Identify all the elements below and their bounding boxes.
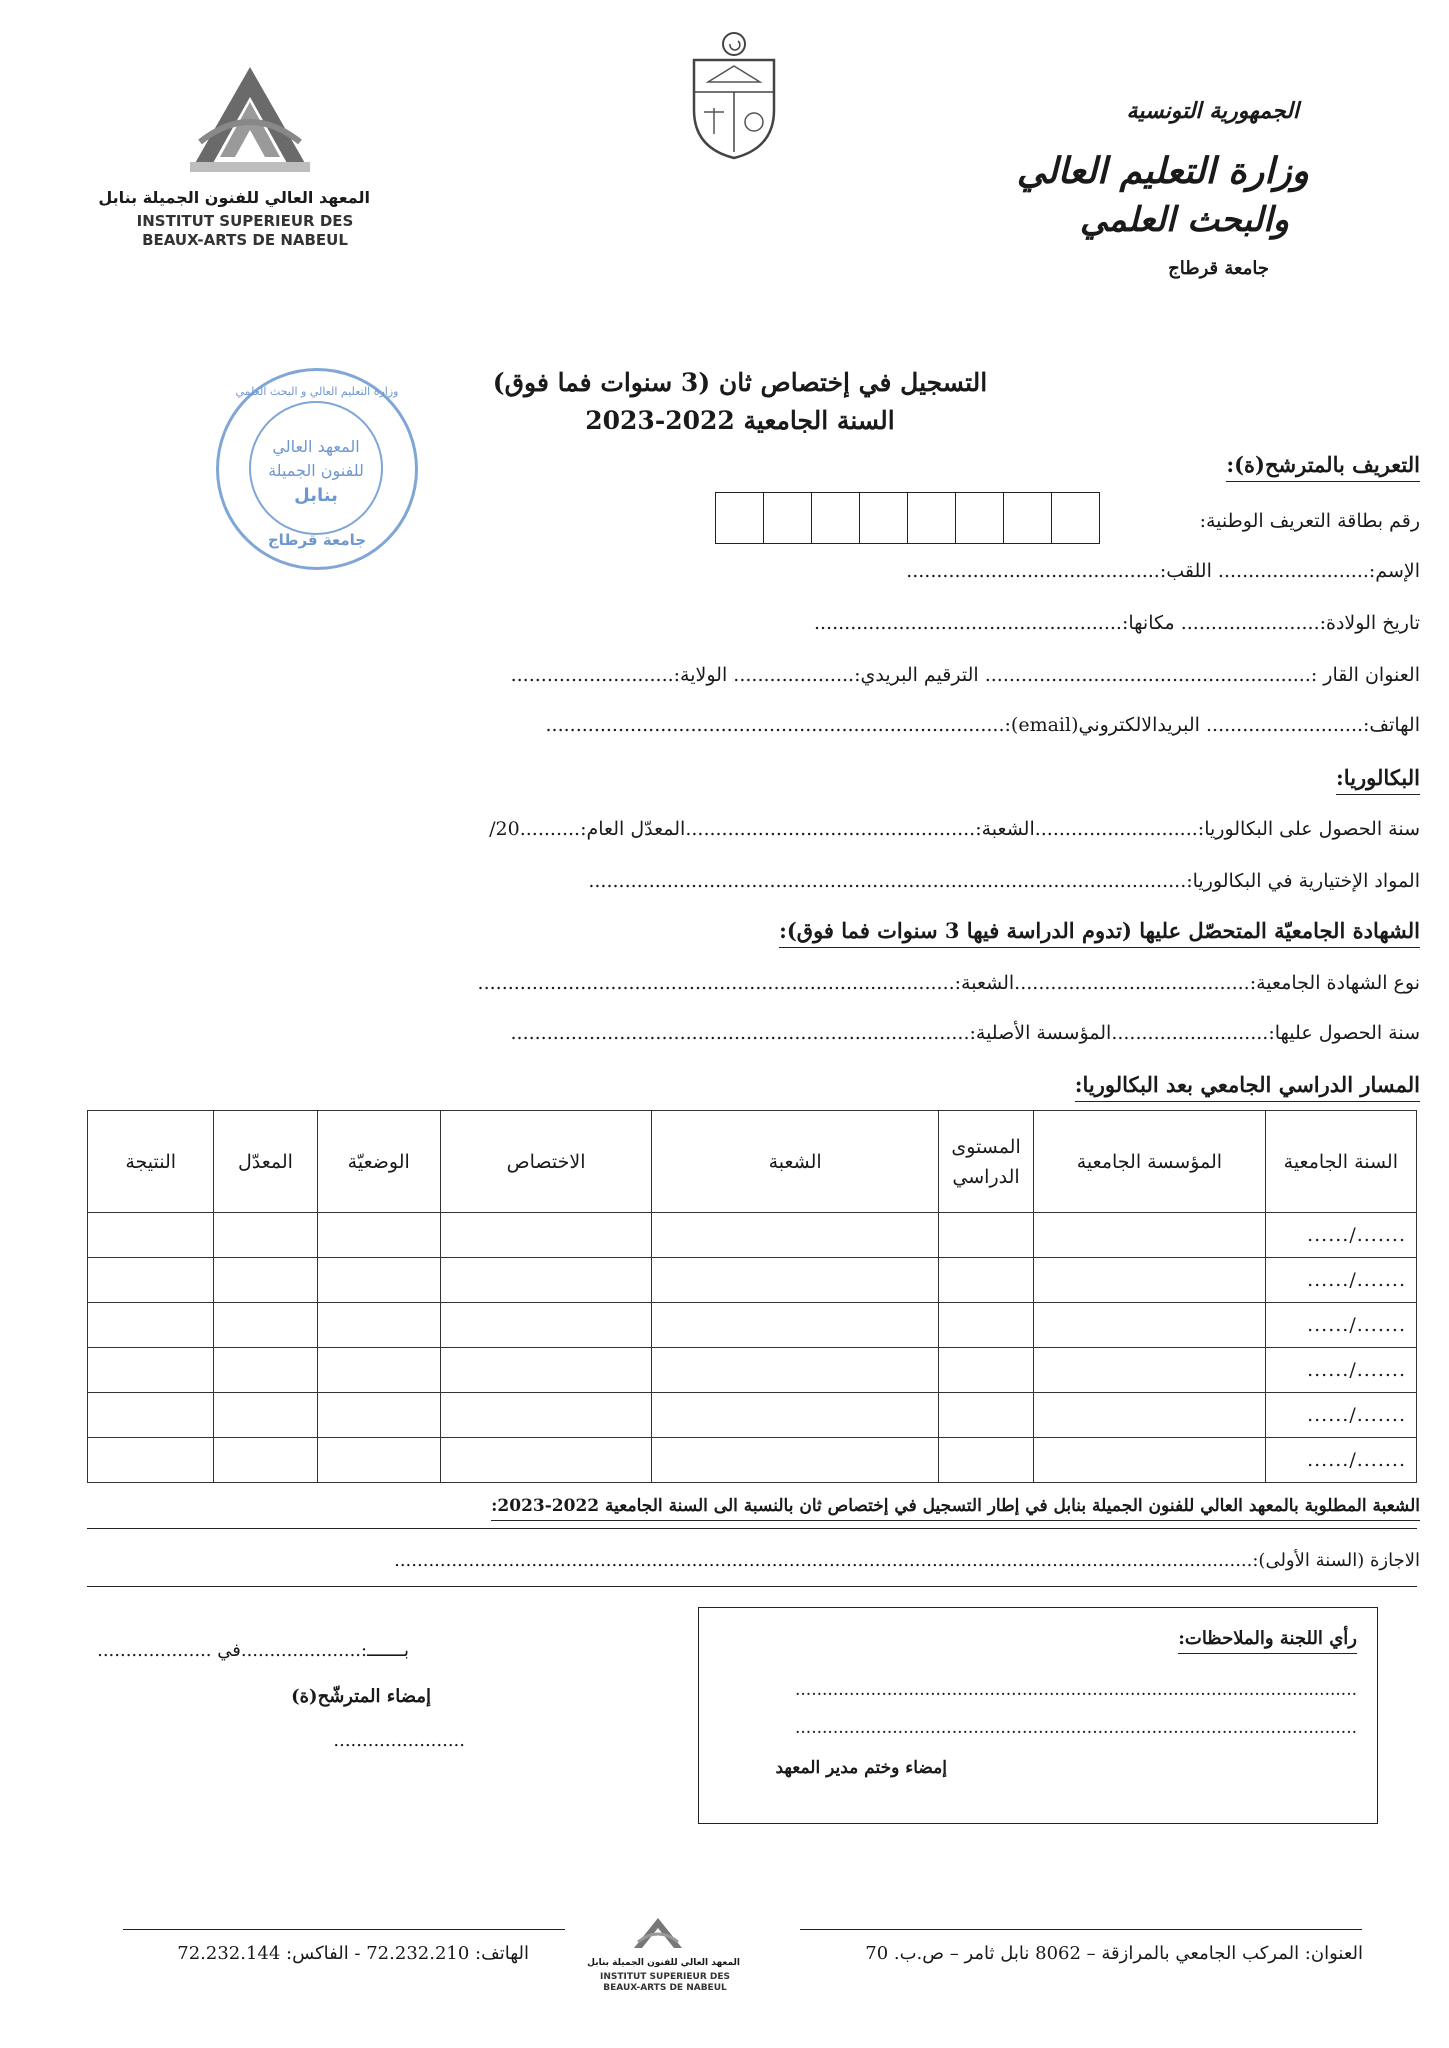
academic-path-table — [87, 1110, 1417, 1483]
row-year[interactable]: ......./...... — [1265, 1438, 1416, 1483]
table-cell[interactable] — [88, 1393, 214, 1438]
col-year: السنة الجامعية — [1265, 1111, 1416, 1213]
institute-logo-arabic: المعهد العالي للفنون الجميلة بنابل — [98, 188, 370, 207]
degree-heading: الشهادة الجامعيّة المتحصّل عليها (تدوم الدراسة فيها 3 سنوات فما فوق): — [779, 918, 1420, 948]
bac-year-field[interactable]: سنة الحصول على البكالوريا:...........................الشعبة:................................................المعدّل العام:..........20/ — [489, 818, 1420, 840]
id-card-boxes[interactable] — [715, 492, 1100, 544]
table-cell[interactable] — [214, 1258, 317, 1303]
row-year[interactable]: ......./...... — [1265, 1348, 1416, 1393]
id-box[interactable] — [811, 493, 859, 543]
table-cell[interactable] — [88, 1348, 214, 1393]
table-cell[interactable] — [1034, 1258, 1266, 1303]
address-field[interactable]: العنوان القار :...................................................... الترقيم البريدي:.................... الولاية:........................... — [510, 664, 1420, 686]
ministry-line-1: وزارة التعليم العالي — [1016, 150, 1309, 192]
table-cell[interactable] — [440, 1213, 651, 1258]
academic-year-title: السنة الجامعية 2022-2023 — [585, 406, 895, 435]
degree-year-field[interactable]: سنة الحصول عليها:..........................المؤسسة الأصلية:............................................................................ — [510, 1022, 1420, 1044]
table-cell[interactable] — [214, 1213, 317, 1258]
name-field[interactable]: الإسم:......................... اللقب:.......................................... — [906, 560, 1420, 582]
identification-heading: التعريف بالمترشح(ة): — [1226, 452, 1420, 482]
id-box[interactable] — [715, 493, 763, 543]
table-cell[interactable] — [1034, 1438, 1266, 1483]
table-cell[interactable] — [938, 1348, 1033, 1393]
divider-line — [800, 1929, 1362, 1930]
candidate-signature: إمضاء المترشّح(ة) — [291, 1686, 431, 1707]
table-cell[interactable] — [317, 1303, 440, 1348]
stamp-inner-1: المعهد العالي — [272, 437, 360, 456]
committee-box — [698, 1607, 1378, 1824]
table-cell[interactable] — [1034, 1348, 1266, 1393]
table-row — [88, 1303, 1417, 1348]
table-cell[interactable] — [440, 1303, 651, 1348]
university-name: جامعة قرطاج — [1168, 258, 1269, 279]
table-cell[interactable] — [88, 1438, 214, 1483]
table-cell[interactable] — [317, 1348, 440, 1393]
table-cell[interactable] — [88, 1258, 214, 1303]
table-cell[interactable] — [1034, 1303, 1266, 1348]
bac-options-field[interactable]: المواد الإختيارية في البكالوريا:................................................................................................... — [588, 870, 1420, 892]
id-box[interactable] — [859, 493, 907, 543]
requested-branch-text: الشعبة المطلوبة بالمعهد العالي للفنون الجميلة بنابل في إطار التسجيل في إختصاص ثان بالنسبة الى السنة الجامعية 2022-2023: — [491, 1496, 1420, 1521]
id-box[interactable] — [1003, 493, 1051, 543]
table-row — [88, 1393, 1417, 1438]
stamp-bottom-text: جامعة قرطاج — [267, 531, 367, 549]
table-cell[interactable] — [938, 1438, 1033, 1483]
table-cell[interactable] — [1034, 1213, 1266, 1258]
table-cell[interactable] — [938, 1258, 1033, 1303]
committee-notes-2[interactable]: ........................................................................................................ — [795, 1718, 1357, 1738]
divider-line — [123, 1929, 565, 1930]
table-cell[interactable] — [214, 1393, 317, 1438]
table-cell[interactable] — [652, 1438, 939, 1483]
table-row — [88, 1258, 1417, 1303]
col-average: المعدّل — [214, 1111, 317, 1213]
stamp-inner-3: بنابل — [294, 485, 338, 506]
id-box[interactable] — [1051, 493, 1099, 543]
col-institution: المؤسسة الجامعية — [1034, 1111, 1266, 1213]
ministry-line-2: والبحث العلمي — [1079, 200, 1289, 240]
form-title: التسجيل في إختصاص ثان (3 سنوات فما فوق) — [492, 368, 988, 397]
table-cell[interactable] — [1034, 1393, 1266, 1438]
footer-logo-fr-2: BEAUX-ARTS DE NABEUL — [603, 1983, 727, 1993]
table-row — [88, 1348, 1417, 1393]
path-heading: المسار الدراسي الجامعي بعد البكالوريا: — [1075, 1072, 1420, 1102]
director-signature: إمضاء وختم مدير المعهد — [775, 1758, 947, 1778]
phone-email-field[interactable]: الهاتف:.......................... البريدالالكتروني(email):............................................................................ — [545, 714, 1420, 736]
table-row — [88, 1438, 1417, 1483]
table-cell[interactable] — [652, 1258, 939, 1303]
row-year[interactable]: ......./...... — [1265, 1393, 1416, 1438]
col-result: النتيجة — [88, 1111, 214, 1213]
table-cell[interactable] — [214, 1438, 317, 1483]
footer-logo-fr-1: INSTITUT SUPERIEUR DES — [599, 1972, 730, 1982]
stamp-outer-text: وزارة التعليم العالي و البحث العلمي — [235, 385, 399, 398]
table-cell[interactable] — [317, 1258, 440, 1303]
institute-logo-icon — [180, 62, 320, 182]
table-cell[interactable] — [652, 1393, 939, 1438]
footer-address: العنوان: المركب الجامعي بالمرازقة – 8062 نابل ثامر – ص.ب. 70 — [865, 1943, 1363, 1964]
committee-notes-1[interactable]: ........................................................................................................ — [795, 1680, 1357, 1700]
row-year[interactable]: ......./...... — [1265, 1213, 1416, 1258]
license-field[interactable]: الاجازة (السنة الأولى):...................................................................................................................................................... — [394, 1550, 1420, 1571]
birth-field[interactable]: تاريخ الولادة:....................... مكانها:................................................... — [813, 612, 1420, 634]
row-year[interactable]: ......./...... — [1265, 1258, 1416, 1303]
table-cell[interactable] — [938, 1303, 1033, 1348]
degree-type-field[interactable]: نوع الشهادة الجامعية:.......................................الشعبة:............................................................................... — [477, 972, 1420, 994]
col-status: الوضعيّة — [317, 1111, 440, 1213]
id-box[interactable] — [955, 493, 1003, 543]
republic-name: الجمهورية التونسية — [1126, 98, 1299, 124]
table-cell[interactable] — [440, 1348, 651, 1393]
table-cell[interactable] — [440, 1258, 651, 1303]
id-box[interactable] — [907, 493, 955, 543]
table-cell[interactable] — [317, 1438, 440, 1483]
col-level: المستوى الدراسي — [938, 1111, 1033, 1213]
table-cell[interactable] — [317, 1213, 440, 1258]
institute-logo-fr-2: BEAUX-ARTS DE NABEUL — [142, 231, 348, 249]
table-cell[interactable] — [652, 1213, 939, 1258]
table-cell[interactable] — [440, 1393, 651, 1438]
footer-logo-icon — [630, 1916, 686, 1952]
table-cell[interactable] — [317, 1393, 440, 1438]
col-branch: الشعبة — [652, 1111, 939, 1213]
place-date-field[interactable]: بـــــــ:.....................في .................... — [97, 1640, 409, 1661]
divider-line — [87, 1528, 1417, 1529]
id-card-label: رقم بطاقة التعريف الوطنية: — [1199, 510, 1420, 532]
institute-logo — [180, 62, 320, 182]
bac-heading: البكالوريا: — [1336, 765, 1420, 795]
candidate-signature-dots[interactable]: ....................... — [333, 1730, 465, 1751]
table-cell[interactable] — [440, 1438, 651, 1483]
footer-phone: الهاتف: 72.232.210 - الفاكس: 72.232.144 — [177, 1943, 529, 1964]
table-cell[interactable] — [652, 1348, 939, 1393]
institute-logo-fr-1: INSTITUT SUPERIEUR DES — [136, 212, 354, 230]
stamp-inner-2: للفنون الجميلة — [268, 461, 364, 480]
col-specialty: الاختصاص — [440, 1111, 651, 1213]
divider-line — [87, 1586, 1417, 1587]
footer-logo-arabic: المعهد العالي للفنون الجميلة بنابل — [587, 1958, 740, 1968]
official-stamp — [216, 368, 418, 570]
committee-heading: رأي اللجنة والملاحظات: — [1178, 1628, 1357, 1654]
row-year[interactable]: ......./...... — [1265, 1303, 1416, 1348]
table-cell[interactable] — [88, 1213, 214, 1258]
coat-of-arms-icon — [686, 30, 782, 160]
table-cell[interactable] — [652, 1303, 939, 1348]
id-box[interactable] — [763, 493, 811, 543]
table-cell[interactable] — [214, 1303, 317, 1348]
table-cell[interactable] — [214, 1348, 317, 1393]
table-row — [88, 1213, 1417, 1258]
table-cell[interactable] — [938, 1213, 1033, 1258]
table-cell[interactable] — [938, 1393, 1033, 1438]
table-cell[interactable] — [88, 1303, 214, 1348]
